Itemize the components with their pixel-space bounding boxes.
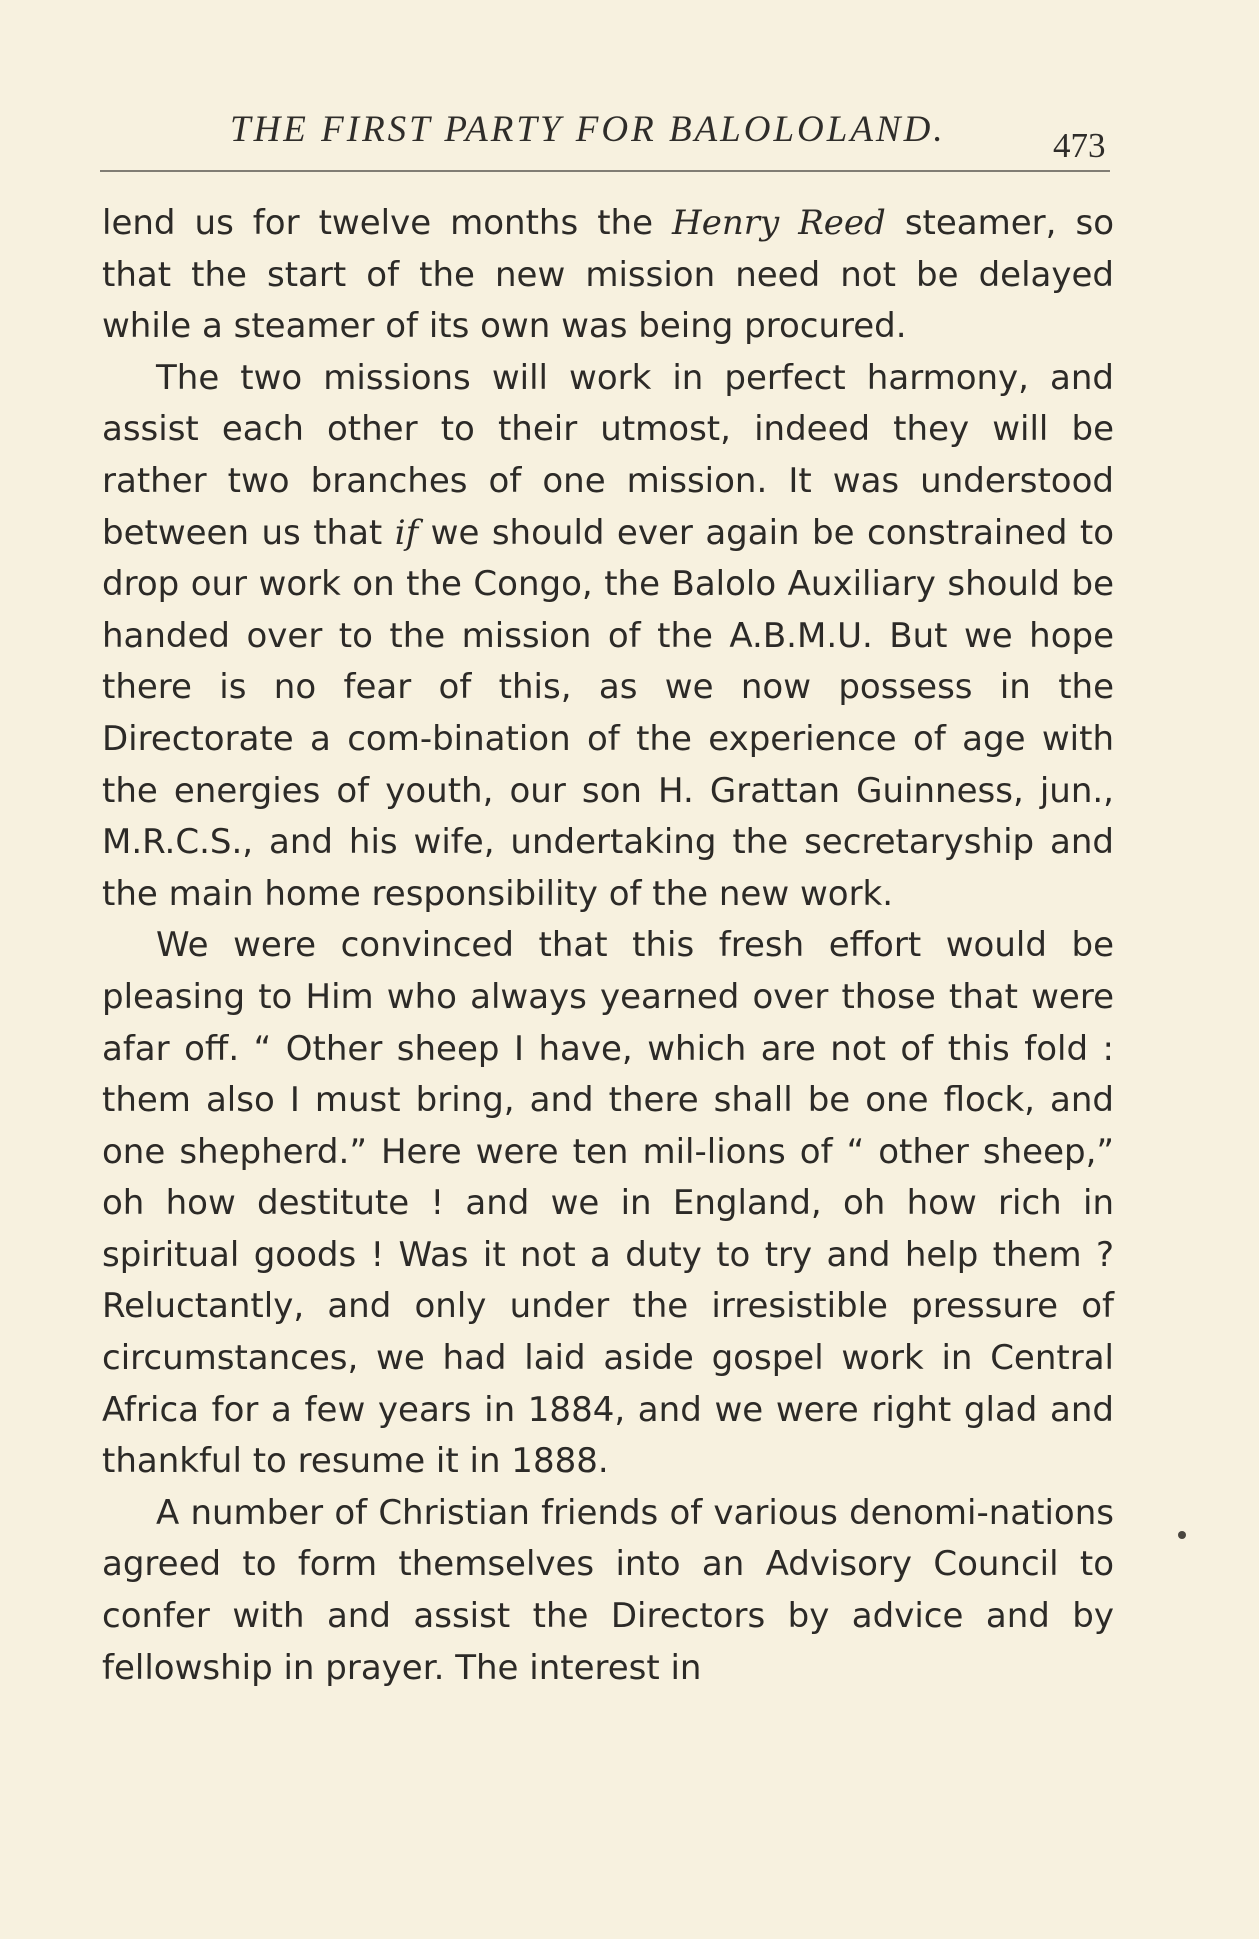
ship-name-italic: Henry Reed [672, 203, 886, 243]
paragraph-2-text-a: The two missions will work in perfect harmony, and assist each other to their utmost, indeed they will be rather two branches of one mission. It was understood between us that [102, 357, 1114, 553]
header-rule [100, 170, 1110, 172]
paragraph-1 [102, 198, 1114, 353]
body-text [102, 198, 1114, 1694]
paragraph-3: We were convinced that this fresh effort would be pleasing to Him who always yearned over those that were afar off. “ Other sheep I have, which are not of this fold : them also I must bring, and there shall be one flock, and one shepherd.” Here were ten mil-lions of “ other sheep,” oh how destitute ! and we in England, oh how rich in spiritual goods ! Was it not a duty to try and help them ? Reluctantly, and only under the irresistible pressure of circumstances, we had laid aside gospel work in Central Africa for a few years in 1884, and we were right glad and thankful to resume it in 1888. [102, 925, 1114, 1482]
paragraph-2-text-b: we should ever again be constrained to drop our work on the Congo, the Balolo Auxiliary should be handed over to the mission of the A.B.M.U. But we hope there is no fear of this, as we now possess in the Directorate a com-bination of the experience of age with the energies of youth, our son H. Grattan Guinness, jun., M.R.C.S., and his wife, undertaking the secretaryship and the main home responsibility of the new work. [102, 512, 1114, 914]
page-number: 473 [1053, 126, 1106, 165]
margin-mark [1178, 1531, 1186, 1539]
paragraph-1-text-b: steamer, so that the start of the new mission need not be delayed while a steamer of its own was being procured. [102, 203, 1114, 347]
paragraph-4: A number of Christian friends of various denomi-nations agreed to form themselves into an Advisory Council to confer with and assist the Directors by advice and by fellowship in prayer. The interest in [102, 1492, 1114, 1688]
paragraph-1-text-a: lend us for twelve months the [102, 203, 673, 243]
emphasis-italic: if [394, 512, 419, 553]
paragraph-2 [102, 353, 1114, 921]
running-head: THE FIRST PARTY FOR BALOLOLAND. [230, 109, 946, 150]
